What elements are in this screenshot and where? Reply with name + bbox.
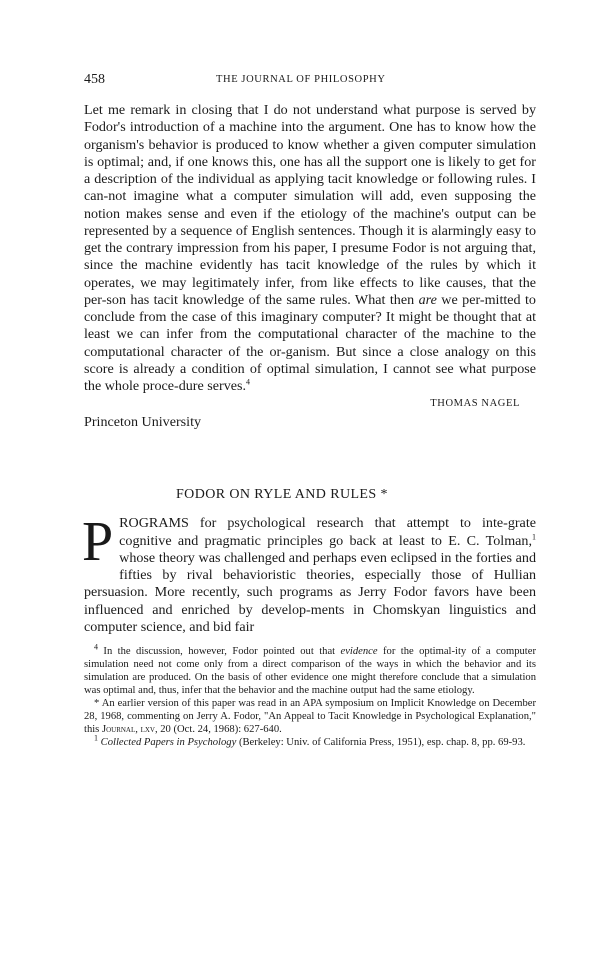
closing-text-part-1: Let me remark in closing that I do not understand what purpose is served by Fodor's introduction of a machine into the argument. One has to know how the organism's behavior is produced to know whether a given computer simulation is optimal; and, if one knows this, one has all the support one is likely to get for a description of the individual as applying tacit knowledge or following rules. I can-not imagine what a computer simulation will add, even supposing the notion makes sense and even if the etiology of the machine's output can be represented by a sequence of English sentences. Though it is alarmingly easy to get the contrary impression from his paper, I presume Fodor is not arguing that, since the machine evidently has tacit knowledge of the rules by which it operates, we may legitimately infer, from like effects to like causes, that the per-son has tacit knowledge of the same rules. What then [84, 102, 536, 308]
journal-page [84, 72, 536, 749]
footnote-ref-4: 4 [246, 377, 251, 387]
page-number: 458 [84, 72, 105, 87]
author-affiliation: Princeton University [84, 414, 202, 431]
footnote-star-journal: Journal [101, 724, 136, 735]
footnotes [84, 642, 536, 749]
footnote-1-italic: Collected Papers in Psychology [100, 737, 237, 748]
article-opening-paragraph [82, 511, 536, 636]
footnote-star-text-2: , 20 (Oct. 24, 1968): 627-640. [154, 724, 282, 735]
footnote-4-text-2: for the optimal-ity of a computer simulation need not come only from a direct comparison of the ways in which the behavior and its simulation are produced. On the basis of other evidence one might therefore conclude that a simulation was optimal and, thus, infer that the behavior and the machine output had the same etiology. [84, 646, 536, 696]
footnote-1 [84, 733, 536, 749]
article-text-part-2: whose theory was challenged and perhaps even eclipsed in the forties and fifties by rival behavioristic theories, especially those of Hullian persuasion. More recently, such programs as Jerry Fodor favors have been influenced and enriched by develop-ments in Chomskyan linguistics and computer science, and bid fair [84, 549, 536, 635]
footnote-star-volume: lxv [140, 724, 155, 735]
closing-text-part-2: we per-mitted to conclude from the case of this imaginary computer? It might be thought that at least we can infer from the computational character of the machine to the computational character of the or-ganism. But since a close analogy on this score is already a condition of optimal simulation, I cannot see what purpose the whole proce-dure serves. [84, 291, 536, 394]
footnote-4-marker: 4 [94, 642, 98, 652]
closing-paragraph [84, 102, 536, 395]
first-word-rest: ROGRAMS [119, 515, 189, 532]
article-title: FODOR ON RYLE AND RULES * [176, 487, 388, 503]
footnote-1-marker: 1 [94, 733, 98, 743]
drop-cap: P [82, 511, 114, 574]
footnote-4-text-1: In the discussion, however, Fodor pointed out that [103, 646, 336, 657]
footnote-star-text-1: An earlier version of this paper was read in an APA symposium on Implicit Knowledge on December 28, 1968, commenting on Jerry A. Fodor, "An Appeal to Tacit Knowledge in Psychological Explanation," this [84, 698, 536, 735]
author-signature: THOMAS NAGEL [430, 398, 520, 410]
emphasis-are: are [418, 291, 437, 308]
footnote-ref-1: 1 [532, 531, 536, 541]
journal-title: THE JOURNAL OF PHILOSOPHY [216, 74, 386, 85]
footnote-4-italic: evidence [340, 646, 378, 657]
footnote-star-marker: * [94, 698, 100, 709]
footnote-star: * An earlier version of this paper was read in an APA symposium on Implicit Knowledge on December 28, 1968, commenting on Jerry A. Fodor, "An Appeal to Tacit Knowledge in Psychological Explanation," this Journal, lxv, 20 (Oct. 24, 1968): 627-640. [84, 698, 536, 735]
article-text-part-1: for psychological research that attempt to inte-grate cognitive and pragmatic principles go back at least to E. C. Tolman, [119, 515, 536, 549]
footnote-1-text: (Berkeley: Univ. of California Press, 1951), esp. chap. 8, pp. 69-93. [238, 737, 526, 748]
footnote-4 [84, 642, 536, 697]
running-head [84, 72, 536, 92]
